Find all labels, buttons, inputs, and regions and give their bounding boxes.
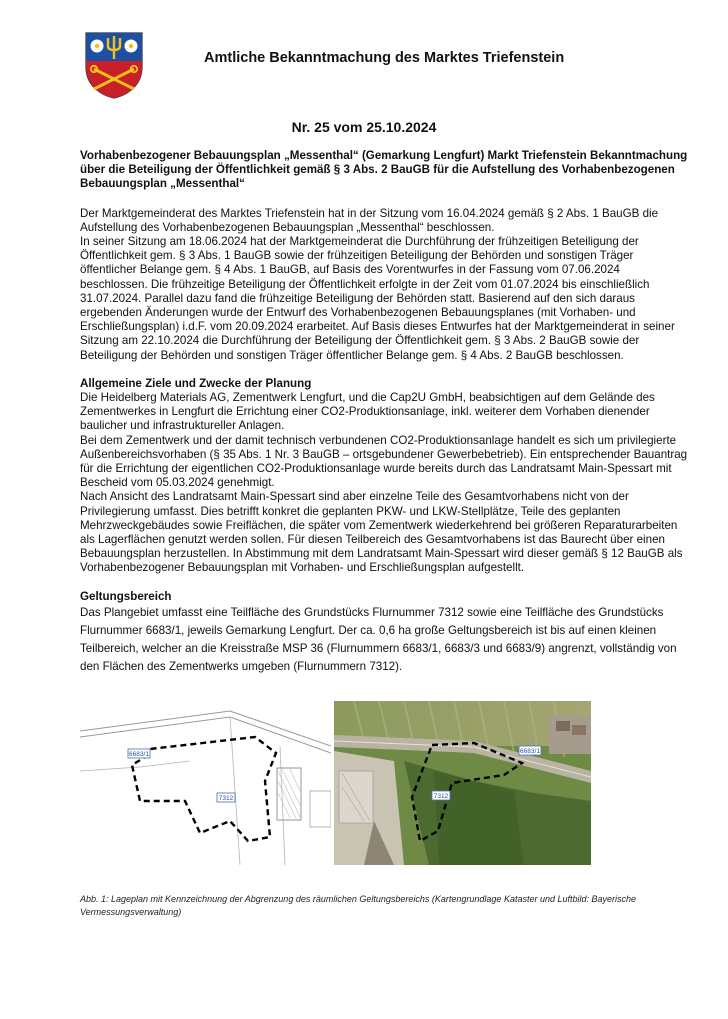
document-body	[80, 149, 688, 676]
section-heading-scope: Geltungsbereich	[80, 589, 172, 603]
coat-of-arms-icon	[84, 31, 144, 99]
goals-paragraph-2: Bei dem Zementwerk und der damit technisch verbundenen CO2-Produktionsanlage handelt es sich um privilegierte Außenbereichsvorhaben (§ 35 Abs. 1 Nr. 3 BauGB – ortsgebundener Gewerbebetrieb). Ein entsprechender Bauantrag für die Errichtung der eigentlichen CO2-Produktionsanlage wurde bereits durch das Landratsamt Main-Spessart mit Bescheid vom 05.03.2024 genehmigt.	[80, 433, 688, 490]
header-title: Amtliche Bekanntmachung des Marktes Triefenstein	[204, 50, 565, 66]
goals-paragraph-1: Die Heidelberg Materials AG, Zementwerk Lengfurt, und die Cap2U GmbH, beabsichtigen auf dem Gelände des Zementwerkes in Lengfurt die Errichtung einer CO2-Produktionsanlage, inkl. weiterer dem Vorhaben dienender baulicher und infrastruktureller Anlagen.	[80, 391, 655, 433]
figure-maps	[80, 701, 600, 865]
intro-paragraph-1: Der Marktgemeinderat des Marktes Triefenstein hat in der Sitzung vom 16.04.2024 gemäß § 2 Abs. 1 BauGB die Aufstellung des Vorhabenbezogenen Bebauungsplan „Messenthal“ beschlossen.	[80, 206, 659, 234]
intro-paragraph-2: In seiner Sitzung am 18.06.2024 hat der Marktgemeinderat die Durchführung der frühzeitigen Beteiligung der Öffentlichkeit gem. § 3 Abs. 1 BauGB sowie der frühzeitigen Beteiligung der Behörden und sonstigen Träger öffentlicher Belange gem. § 4 Abs. 1 BauGB, auf Basis des Vorentwurfes in der Fassung vom 07.06.2024 beschlossen. Die frühzeitige Beteiligung der Öffentlichkeit erfolgte in der Zeit vom 01.07.2024 bis einschließlich 31.07.2024. Parallel dazu fand die frühzeitige Beteiligung der Behörden statt. Basierend auf den sich daraus ergebenden Änderungen wurde der Entwurf des Vorhabenbezogenen Bebauungsplanes (mit Vorhaben- und Erschließungsplan) i.d.F. vom 20.09.2024 erarbeitet. Auf Basis dieses Entwurfes hat der Marktgemeinderat in seiner Sitzung am 22.10.2024 die Durchführung der Beteiligung der Öffentlichkeit gem. § 3 Abs. 2 BauGB sowie der Beteiligung der Behörden und sonstigen Träger öffentlicher Belange gem. § 4 Abs. 2 BauGB beschlossen.	[80, 235, 675, 362]
aerial-label-parcel: 7312	[433, 793, 449, 800]
issue-number: Nr. 25 vom 25.10.2024	[291, 119, 437, 135]
map-label-parcel-a: 6683/1	[129, 751, 149, 758]
notice-headline: Vorhabenbezogener Bebauungsplan „Messenthal“ (Gemarkung Lengfurt) Markt Triefenstein Bekanntmachung über die Beteiligung der Öffentlichkeit gemäß § 3 Abs. 2 BauGB für die Aufstellung des Vorhabenbezogenen Bebauungsplan „Messenthal“	[80, 149, 688, 191]
aerial-label-road: 6683/1	[520, 748, 540, 755]
goals-paragraph-3: Nach Ansicht des Landratsamt Main-Spessart sind aber einzelne Teile des Gesamtvorhabens nicht von der Privilegierung umfasst. Dies betrifft konkret die geplanten PKW- und LKW-Stellplätze, Teile des geplanten Mehrzweckgebäudes sowie Freiflächen, die später vom Zementwerk wiederkehrend bei größeren Reparaturarbeiten als Lagerflächen genutzt werden sollen. Für diesen Teilbereich des Gesamtvorhabens ist das Baurecht über einen Bebauungsplan herzustellen. In Abstimmung mit dem Landratsamt Main-Spessart wird dieser gemäß § 12 BauGB als Vorhabenbezogener Bebauungsplan mit Vorhaben- und Erschließungsplan aufgestellt.	[80, 490, 683, 575]
map-label-parcel-b: 7312	[218, 795, 234, 802]
cadastral-map	[80, 701, 331, 865]
scope-paragraph-1: Das Plangebiet umfasst eine Teilfläche des Grundstücks Flurnummer 7312 sowie eine Teilfläche des Grundstücks Flurnummer 6683/1, jeweils Gemarkung Lengfurt. Der ca. 0,6 ha große Geltungsbereich ist bis auf einen kleinen Teilbereich, welcher an die Kreisstraße MSP 36 (Flurnummern 6683/1, 6683/3 und 6683/9) angrenzt, vollständig von den Flächen des Zementwerks umgeben (Flurnummern 7312).	[80, 605, 677, 673]
figure-caption: Abb. 1: Lageplan mit Kennzeichnung der Abgrenzung des räumlichen Geltungsbereichs (Kartengrundlage Kataster und Luftbild: Bayerische Vermessungsverwaltung)	[80, 894, 637, 917]
aerial-photo	[334, 701, 591, 865]
section-heading-goals: Allgemeine Ziele und Zwecke der Planung	[80, 376, 312, 390]
